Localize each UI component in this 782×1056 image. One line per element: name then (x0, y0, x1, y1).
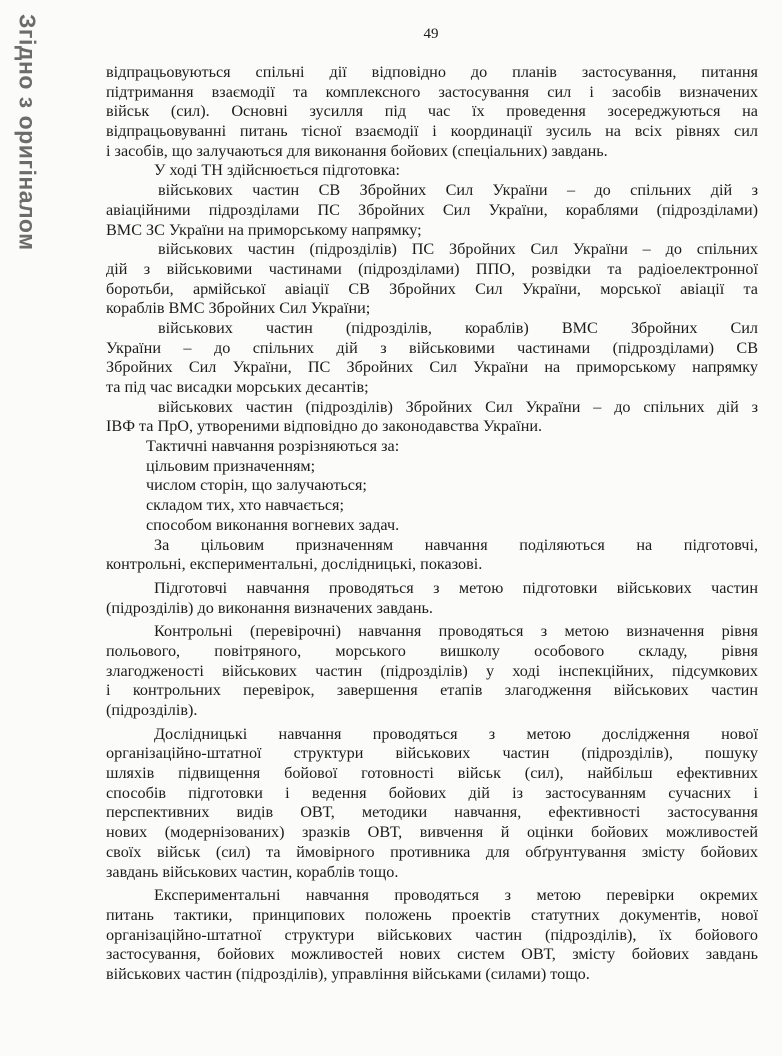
text-line: України – до спільних дій з військовими частинами (підрозділами) СВ (106, 338, 758, 357)
text-line: нових (модернізованих) зразків ОВТ, вивчення й оцінки бойових можливостей (106, 823, 758, 842)
text-line: числом сторін, що залучаються; (146, 476, 367, 495)
text-line: і контрольних перевірок, завершення етапів злагодження військових частин (106, 681, 758, 700)
text-line: застосування, бойових можливостей нових систем ОВТ, змісту бойових завдань (106, 945, 758, 964)
text-line: завдань військових частин, кораблів тощо. (106, 862, 399, 881)
text-line: військових частин (підрозділів) Збройних Сил України – до спільних дій з (158, 397, 758, 416)
text-line: способом виконання вогневих задач. (146, 515, 400, 534)
text-line: дій з військовими частинами (підрозділами) ППО, розвідки та радіоелектронної (106, 259, 758, 278)
text-line: шляхів підвищення бойової готовності військ (сил), найбільш ефективних (106, 764, 758, 783)
text-line: (підрозділів) до виконання визначених завдань. (106, 598, 433, 617)
text-line: військових частин (підрозділів, кораблів) ВМС Збройних Сил (158, 318, 758, 337)
certified-copy-stamp (6, 14, 48, 314)
text-line: контрольні, експериментальні, дослідницькі, показові. (106, 555, 483, 574)
text-line: Контрольні (перевірочні) навчання проводяться з метою визначення рівня (154, 622, 758, 641)
text-line: військ (сил). Основні зусилля під час їх проведення зосереджуються на (106, 102, 758, 121)
text-line: організаційно-штатної структури військових частин (підрозділів), їх бойового (106, 925, 758, 944)
page-number: 49 (423, 26, 439, 42)
text-line: перспективних видів ОВТ, методики навчання, ефективності застосування (106, 803, 758, 822)
text-line: і засобів, що залучаються для виконання бойових (спеціальних) завдань. (106, 141, 608, 160)
text-line: Підготовчі навчання проводяться з метою підготовки військових частин (154, 578, 758, 597)
text-line: боротьби, армійської авіації СВ Збройних Сил України, морської авіації та (106, 279, 758, 298)
document-body (106, 63, 758, 985)
text-line: авіаційними підрозділами ПС Збройних Сил України, кораблями (підрозділами) (106, 200, 758, 219)
text-line: Тактичні навчання розрізняються за: (146, 437, 400, 456)
text-line: підтримання взаємодії та комплексного застосування сил і засобів визначених (106, 82, 758, 101)
text-line: цільовим призначенням; (146, 456, 316, 475)
text-line: За цільовим призначенням навчання поділяються на підготовчі, (154, 535, 758, 554)
text-line: ІВФ та ПрО, утвореними відповідно до законодавства України. (106, 417, 543, 436)
text-line: злагодженості військових частин (підрозділів) у ході інспекційних, підсумкових (106, 661, 758, 680)
text-line: кораблів ВМС Збройних Сил України; (106, 299, 371, 318)
text-line: польового, повітряного, морського вишколу особового складу, рівня (106, 641, 758, 660)
text-line: відпрацьовуються спільні дії відповідно до планів застосування, питання (106, 63, 758, 81)
text-line: питань тактики, принципових положень проектів статутних документів, нової (106, 905, 758, 924)
text-line: Дослідницькі навчання проводяться з метою дослідження нової (154, 724, 758, 743)
text-line: військових частин (підрозділів) ПС Збройних Сил України – до спільних (158, 240, 758, 259)
text-line: способів підготовки і ведення бойових дій із застосуванням сучасних і (106, 783, 758, 802)
text-line: своїх військ (сил) та ймовірного противника для обґрунтування змісту бойових (106, 842, 758, 861)
text-line: Збройних Сил України, ПС Збройних Сил України на приморському напрямку (106, 358, 758, 377)
text-line: та під час висадки морських десантів; (106, 378, 369, 396)
text-line: У ході ТН здійснюється підготовка: (154, 161, 400, 180)
text-line: ВМС ЗС України на приморському напрямку; (106, 220, 422, 239)
stamp-text: Згідно з оригіналом (14, 14, 41, 251)
text-line: Експериментальні навчання проводяться з метою перевірки окремих (154, 886, 758, 905)
text-line: організаційно-штатної структури військових частин (підрозділів), пошуку (106, 744, 758, 763)
text-line: відпрацьовуванні питань тісної взаємодії і координації зусиль на всіх рівнях сил (106, 122, 758, 141)
text-line: складом тих, хто навчається; (146, 496, 344, 515)
text-line: (підрозділів). (106, 701, 198, 719)
text-line: військових частин (підрозділів), управління військами (силами) тощо. (106, 964, 590, 983)
text-line: військових частин СВ Збройних Сил України – до спільних дій з (158, 181, 758, 200)
